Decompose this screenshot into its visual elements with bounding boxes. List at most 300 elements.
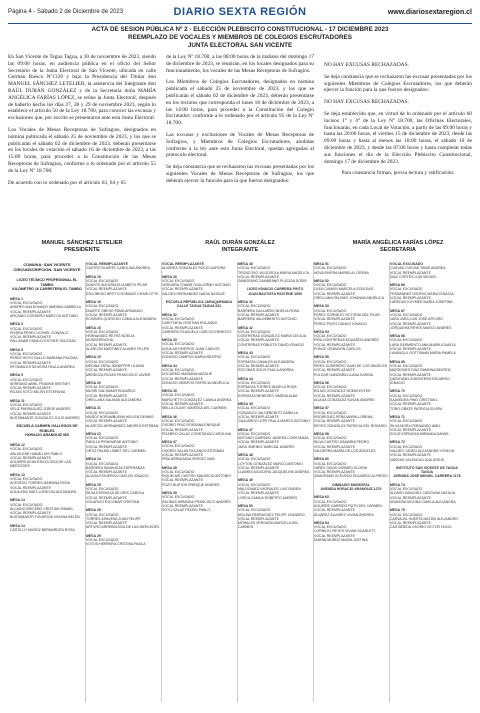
list-line: GUAJARDO LEPE PAULA MARCO ANTONIO	[238, 419, 311, 424]
list-line: VOCAL REEMPLAZANTE	[238, 389, 279, 394]
list-item	[390, 440, 464, 461]
list-line: AGUIRRE GARRIDO RUTH DEL CARMEN	[314, 503, 382, 508]
list-item	[86, 534, 160, 547]
list-line: GONZÁLEZ VALDEBENITO DANIELA	[238, 410, 298, 415]
list-line: SALINAS MIRANDA FRANCISCO ANDRÉS	[162, 499, 231, 504]
list-line: NOVA RIVERA MARIELA LORENA	[314, 270, 369, 275]
mesa-label: MESA 45	[238, 402, 253, 407]
list-line: FERNÁNDEZ OSORIO MARIA IGNACIA	[390, 291, 454, 296]
list-line: VOCAL EXCUSADO	[314, 359, 347, 364]
paragraph: Se deja establecido que, en virtud de lo ordenado por el artículo 60 incisos 1° y 4° de la Ley Nº 18.700, las Oficinas Electorales, funcionarán, en cada Local de Votación, a partir de las 09:00 horas y hasta las 20:00 horas, el viernes 15 de diciembre de 2023, desde las 09:00 horas y hasta al menos las 18:00 horas, el sábado 16 de diciembre de 2023, y desde las 07:00 horas y hasta completar todas sus funciones el día de la Elección Plebiscito Constitucional, domingo 17 de diciembre de 2023.	[324, 110, 472, 165]
mesa-label: MESA 54	[314, 329, 329, 334]
list-line: VOCAL EXCUSADO	[238, 380, 271, 385]
list-line: VOCAL EXCUSADO	[162, 278, 195, 283]
mesa-label: MESA 21	[86, 406, 101, 411]
list-line: VOCAL EXCUSADO	[314, 499, 347, 504]
list-line: VOCAL REEMPLAZANTE	[10, 455, 51, 460]
list-line: VOCAL EXCUSADO	[390, 393, 423, 398]
mesa-label: MESA 33	[162, 338, 177, 343]
paragraph: Los Miembros de Colegios Escrutadores, designados en nómina publicada el sábado 25 de noviembre de 2023, y los que se publicarán el sábado 02 de diciembre de 2023, deberán presentarse en los recintos que corresponda el lunes 18 de diciembre de 2023, a las 14:00 horas, para proceder a la Constitución del Colegio Escrutador; conforme a lo ordenado por el artículo 95 de la Ley Nº 18.700.	[166, 79, 314, 127]
list-line: VOCAL REEMPLAZANTE	[314, 533, 355, 538]
paragraph: Los Vocales de Mesas Receptoras de Sufragios, designados en nómina publicada el sábado 25 de noviembre de 2023, y los que se publicarán el sábado 02 de diciembre de 2023, deberán presentarse en los locales de votación el sábado 16 de diciembre de 2023, a las 15:00 horas, para proceder a la Constitución de las Mesas Receptoras de Sufragios, conforme a lo ordenado por el artículo 55 de la Ley Nº 18.700.	[8, 126, 156, 174]
list-line: VOCAL EXCUSADO	[10, 377, 43, 382]
list-line: CAROTAPIA CRISTIAN ROLANDO	[162, 321, 218, 326]
list-line: VOCAL REEMPLAZANTE	[314, 368, 355, 373]
mesa-label: MESA 16	[86, 300, 101, 305]
list-line: VOCAL EXCUSADO	[86, 538, 119, 543]
list-line: VOCAL REEMPLAZANTE	[162, 452, 203, 457]
list-item	[162, 415, 236, 436]
list-line: PADILLA PIRAHUENE ANTONIO	[86, 440, 138, 445]
list-item	[390, 508, 464, 529]
list-line: VOCAL EXCUSADO	[238, 304, 271, 309]
mesa-label: MESA 34	[162, 363, 177, 368]
list-line: VOCAL REEMPLAZANTE	[390, 270, 431, 275]
list-line: VOCAL EXCUSADO	[162, 418, 195, 423]
list-line: ALARCÓN MARTÍNEZ ALVARO FELIPE	[86, 347, 150, 352]
list-line: VOCAL EXCUSADO	[238, 508, 271, 513]
list-item	[314, 457, 388, 478]
list-line: VOCAL REEMPLAZANTE	[10, 386, 51, 391]
list-item	[238, 287, 312, 296]
list-line: VOCAL EXCUSADO	[162, 316, 195, 321]
list-line: VOCAL EXCUSADO	[390, 487, 423, 492]
list-item	[238, 262, 312, 283]
list-line: VOCAL REEMPLAZANTE	[238, 440, 279, 445]
list-line: ALIAGA GONZÁLEZ SUSAN ANDREE	[314, 398, 375, 403]
list-line: AVENIDA JOSÉ MIGUEL CARRERA 1176	[393, 474, 461, 479]
mesa-label: MESA 37	[162, 440, 177, 445]
list-line: ANDRÉS MALDONADO MARINA GABRIELA	[10, 305, 81, 310]
list-line: LLAIMES AGUILERA JACQUELINE ANDREA	[238, 470, 310, 475]
list-line: POZO BUSTOS ENRIQUE ANDRES	[162, 482, 220, 487]
list-line: CONTRERAS GONZÁLEZ MARIA CECILIA	[238, 334, 307, 339]
list-item	[86, 300, 160, 321]
list-line: AGUILERA SAEZ LOREYSA ALEJANDRA	[10, 489, 77, 494]
list-item	[390, 483, 464, 504]
mesa-label: MESA 44	[238, 376, 253, 381]
mesa-label: MESA 1	[10, 296, 23, 301]
mesa-label: MESA 63	[314, 495, 329, 500]
list-line: ALIAGA FIGUEROA CARLOS IGNACIO	[86, 474, 149, 479]
paragraph: NO HAY EXCUSAS RECHAZADAS.	[324, 62, 409, 68]
list-line: ÁLVAREZ ÁLVAREZ VIVIAN ANDREA	[314, 512, 374, 517]
list-item	[86, 326, 160, 352]
masthead: DIARIO SEXTA REGIÓN	[173, 6, 307, 18]
list-line: LARA SARMIENTO ANA MARIA IGNACIA	[390, 342, 456, 347]
list-item	[10, 297, 84, 318]
list-line: VOCAL REEMPLAZANTE	[314, 317, 355, 322]
list-line: VOCAL EXCUSADO	[86, 359, 119, 364]
list-item	[238, 453, 312, 474]
list-line: ROJAS GONZÁLEZ NOEMÍ ESTER	[314, 389, 371, 394]
list-line: ARTURO ARREBOLEDA DE LAS MERCEDES	[86, 525, 160, 530]
mesa-label: MESA 67	[390, 308, 405, 313]
list-line: VOCAL EXCUSADO	[10, 447, 43, 452]
list-line: VOCAL EXCUSADO	[86, 487, 119, 492]
list-item	[238, 402, 312, 423]
mesa-label: MESA 12	[10, 442, 25, 447]
mesa-label: MESA 3	[10, 322, 23, 327]
list-line: VOCAL REEMPLAZANTE	[86, 419, 127, 424]
mesa-label: MESA 13	[10, 472, 25, 477]
list-line: VOCAL EXCUSADO	[314, 385, 347, 390]
list-line: VOCAL EXCUSADO	[314, 410, 347, 415]
mesa-label: MESA 50	[238, 503, 253, 508]
list-line: SOLIS ESPINOZA MIRANDA DANIEL	[390, 432, 450, 437]
list-line: JUAN BAUTISTA PASTENE 1050	[248, 291, 302, 296]
list-line: OLEA CUMASI MARCELA SOLEDAD	[314, 287, 374, 292]
mesa-label: VOCAL REEMPLAZANTE	[86, 262, 128, 266]
list-line: VALDÉS CANDO ALEJANDRA YOSELIN	[390, 448, 455, 453]
list-line: ALCAINO BRICEÑO CRISTIAN ISMAEL	[10, 506, 74, 511]
list-line: CUEVAS CUEVAS TANIS ANDREA	[390, 266, 446, 271]
list-line: DONOSO CAMPOS MARIA BEATRIZ	[162, 355, 222, 360]
list-line: MORALES VERGARA MARCELA DEL CARMEN	[238, 521, 299, 530]
list-item	[390, 466, 464, 479]
signature-role: SECRETARIA	[380, 247, 416, 253]
list-line: VOLARICH ESCOBAR CRISTIAN	[86, 499, 140, 504]
list-line: VOCAL REEMPLAZANTE	[314, 508, 355, 513]
list-line: VOCAL EXCUSADO	[238, 431, 271, 436]
list-line: VOCAL EXCUSADO	[10, 326, 43, 331]
list-line: VOCAL EXCUSADO	[314, 283, 347, 288]
list-line: MEDINA TAPIA JENNIFFER LILIANA	[86, 363, 145, 368]
paragraph: En San Vicente de Tagua Tagua, a 30 de noviembre de 2023, siendo las 09:00 horas, en audiencia pública en el oficio del Señor Secretario de la Junta Electoral de San Vicente, ubicada en calle Germán Riesco Nº1320 y bajo la Presidencia del Titular don MANUEL SÁNCHEZ LETELIER, la asistencia del Integrante don RAÚL DURÁN GONZÁLEZ y de la Secretaria doña MARÍA ANGÉLICA FARÍAS LÓPEZ, se reúne la Junta Electoral, después de haberlo hecho los días 27, 28 y 29 de noviembre 2023, según lo establece el artículo 50 de la Ley 18.700, para conocer las excusas y exclusiones que, por escrito se presentaron ante esta Junta Electoral.	[8, 54, 156, 122]
list-item	[238, 377, 312, 398]
list-column	[238, 262, 312, 534]
list-item	[314, 262, 388, 275]
list-line: VOCAL REEMPLAZANTE	[86, 312, 127, 317]
list-line: VOCAL REEMPLAZANTE	[390, 347, 431, 352]
paragraph: Las excusas y exclusiones de Vocales de Mesas Receptoras de Sufragios, y Miembros de Colegios Escrutadores, aludidas conforme a la ley ante esta Junta Electoral, quedan agregadas al protocolo electoral.	[166, 131, 314, 159]
list-line: PIÑA ARRIAGADA SERGIO IVAN	[162, 457, 215, 462]
list-line: TRONCOSO VILDOSOLA MARIA ANGÉLICA	[238, 270, 310, 275]
list-item	[314, 495, 388, 516]
list-item	[314, 355, 388, 376]
list-line: VOCAL REEMPLAZANTE	[238, 465, 279, 470]
list-column	[10, 262, 84, 536]
list-line: LORCA CAMILA ROBERTO ANDRÉS	[238, 495, 298, 500]
list-item	[10, 524, 84, 533]
newspaper-header	[8, 6, 472, 22]
list-line: VOCAL EXCUSADO	[86, 329, 119, 334]
intro-column-2	[166, 54, 314, 224]
list-line: VOCAL REEMPLAZANTE	[314, 444, 355, 449]
mesa-label: MESA 14	[10, 523, 25, 528]
list-line: SAAVEDRA PINO CRISTIAN L	[390, 398, 439, 403]
mesa-label: MESA 36	[162, 414, 177, 419]
list-line: VOCAL REEMPLAZANTE	[162, 427, 203, 432]
list-line: ZAMORANO ACEVEDO EDUARDO ALFREDO	[314, 474, 388, 479]
list-item	[314, 406, 388, 427]
list-item	[86, 406, 160, 427]
list-line: CASTRO DUARTE CAROLINA ANDREA	[86, 266, 150, 271]
list-line: VOCAL REEMPLAZANTE	[314, 291, 355, 296]
list-line: VOCAL EXCUSADO	[238, 266, 271, 271]
list-item	[10, 473, 84, 494]
list-line: VOCAL REEMPLAZANTE	[86, 368, 127, 373]
mesa-label: MESA 32	[162, 312, 177, 317]
list-item	[390, 415, 464, 436]
list-line: VOCAL EXCUSADO	[162, 469, 195, 474]
list-column	[162, 262, 236, 517]
mesa-label: MESA 15	[86, 274, 101, 279]
list-line: ORTIZ PALMA LISBET DEL CARMEN	[86, 448, 146, 453]
column-divider	[389, 262, 390, 702]
signature-name: RAÚL DURÁN GONZÁLEZ	[205, 240, 275, 246]
paragraph: Se deja constancia que se rechazaron las excusas presentadas por los siguientes Vocales de Mesas Receptoras de Sufragios, los que deberán ejercer la función para la que fueron designados:	[166, 164, 314, 184]
list-line: VOCAL REEMPLAZANTE	[86, 342, 127, 347]
list-item	[238, 326, 312, 347]
list-line: CASTILLO MUÑOZ BERNARDITA ROSA	[10, 528, 75, 533]
mesa-label: MESA 69	[390, 359, 405, 364]
list-line: LOYTON GONZÁLEZ MARCO ANTONIO	[238, 461, 303, 466]
list-line: VOCAL EXCUSADO	[162, 444, 195, 449]
list-line: ARAVENA MOLINA CAMILA ALEJANDRA	[390, 499, 456, 504]
paragraph: De acuerdo con lo ordenado por el artículo 63, 64 y 65	[8, 179, 126, 186]
list-line: VOCAL EXCUSADO	[390, 512, 423, 517]
list-line: PULGAR GANDARILLA ANA KARINA	[314, 372, 374, 377]
paragraph: Se deja constancia que se rechazaron las excusas presentadas por los siguientes Miembros de Colegios Escrutadores, los que deberán ejercer la función para la que fueron designados:	[324, 73, 472, 94]
list-line: VOCAL EXCUSADO	[314, 266, 347, 271]
title-line: ACTA DE SESION PÚBLICA Nº 2 - ELECCIÓN PLEBISCITO CONSTITUCIONAL - 17 DICIEMBRE 2023	[91, 26, 389, 33]
mesa-label: MESA 57	[314, 406, 329, 411]
list-line: VOCAL EXCUSADO	[86, 512, 119, 517]
column-divider	[313, 262, 314, 702]
list-line: VOCAL EXCUSADO	[10, 403, 43, 408]
list-item	[162, 262, 236, 271]
list-line: AGUIRRE AGUILERA ELOÍSA DE LAS MERCEDES	[10, 460, 72, 469]
list-item	[238, 428, 312, 449]
list-line: PIÑA CONTRERAS EDUARDO ANDRÉS	[314, 338, 379, 343]
list-line: ARCADIO CORDERO MARCOS ANTONIO	[10, 313, 78, 318]
header-rule	[8, 23, 472, 24]
list-line: LAVANGLU GOTTSMAN MARIA PAMELA	[390, 351, 456, 356]
mesa-label: MESA 58	[314, 431, 329, 436]
list-line: ESCOBEDO BRITTO ROMANO CHARLOTTE	[86, 291, 159, 296]
list-line: VOCAL REEMPLAZANTE	[10, 511, 51, 516]
mesa-label: MESA 53	[314, 304, 329, 309]
list-item	[390, 309, 464, 330]
list-line: SOTO GALAZ PEDRO PABLO	[162, 508, 211, 513]
mesa-label: MESA 51	[314, 262, 329, 266]
list-line: VOCAL REEMPLAZANTE	[162, 503, 203, 508]
signature-president	[8, 240, 156, 254]
list-line: VOCAL EXCUSADO	[162, 393, 195, 398]
list-line: YAÑEZ GAVIA CARMEN GLORIA	[314, 465, 367, 470]
mesa-label: MESA 39	[162, 491, 177, 496]
list-line: MOLINA PARRAGUEZ FELIPE LEANDRO	[238, 512, 305, 517]
list-line: DÍAZ CORTES LUIS MIGUEL	[390, 274, 437, 279]
list-line: VOCAL REEMPLAZANTE	[162, 402, 203, 407]
list-heading: COMUNA: SAN VICENTE CIRCUNSCRIPCIÓN: SAN VICENTE	[13, 262, 81, 272]
website-link[interactable]: www.diariosextaregion.cl	[387, 9, 472, 16]
list-line: VOCAL REEMPLAZANTE	[314, 342, 355, 347]
list-line: VOCAL REEMPLAZANTE	[86, 287, 127, 292]
list-item	[86, 457, 160, 478]
list-line: VOCAL EXCUSADO	[314, 436, 347, 441]
mesa-label: MESA 29	[86, 533, 101, 538]
list-line: SERRANO ABRIL FRANKIE BRITNEY	[10, 381, 71, 386]
list-line: VOCAL REEMPLAZANTE	[238, 363, 279, 368]
list-line: CONTRERAS POBLETE DAVID IGNACIO	[238, 342, 305, 347]
list-line: VOCAL REEMPLAZANTE	[390, 427, 431, 432]
list-line: TORRES ARAVENA JUAN FELIPE	[86, 516, 141, 521]
list-line: VOCAL EXCUSADO	[86, 278, 119, 283]
list-line: CARVAJAL HUERTA MATÍAS ALEJANDRO	[390, 516, 459, 521]
list-line: VOCAL EXCUSADO	[162, 342, 195, 347]
column-divider	[85, 262, 86, 702]
document-title	[8, 26, 472, 50]
list-line: VALDERRA MARÍA DE LOS ÁNGELES	[314, 448, 376, 453]
list-line: VOCAL REEMPLAZANTE	[390, 321, 431, 326]
list-item	[314, 483, 388, 492]
list-line: ACEVEDO TORRES MARIANA ROSA	[10, 481, 71, 486]
list-item	[10, 373, 84, 394]
list-line: ROJAS SOTO BELÉN ESTEFANIA	[10, 390, 66, 395]
list-line: PALLAMAR FAMILIO ESTHER SOLEDAD	[10, 339, 77, 344]
list-line: VOCAL EXCUSADO	[238, 355, 271, 360]
list-line: ESPINOZA MENESES XIMENA ALBA	[238, 393, 298, 398]
list-line: PEREZ PINTO DANILO IGNACIO	[314, 321, 368, 326]
list-line: BARRERA GALLARDO NOELIA ROSA	[238, 308, 300, 313]
column-divider	[161, 262, 162, 702]
list-line: ZAMORANO ZAMBRANO PLÁCIDA DORIS	[238, 279, 307, 284]
list-line: VOCAL EXCUSADO	[314, 308, 347, 313]
list-line: VOCAL REEMPLAZANTE	[162, 287, 203, 292]
mesa-label: MESA 66	[390, 283, 405, 288]
list-line: ESCUELA REPÚBLICA JARAQUEMADA	[165, 300, 233, 305]
list-item	[86, 381, 160, 402]
list-line: INSTITUTO SAN VICENTE DE TAGUA TAGUA	[396, 465, 458, 475]
list-line: TORO OÑATE PATRICIA ELVIRA	[390, 406, 443, 411]
mesa-label: MESA 55	[314, 355, 329, 360]
list-line: VOCAL REEMPLAZANTE	[86, 444, 127, 449]
list-line: AGUILAR RIVEROS JUAN CARLOS	[162, 346, 220, 351]
list-line: GIMNASIO MUNICIPAL	[332, 482, 370, 487]
list-line: MARDONES DÍAZ RAMONA BEATRIZ	[390, 368, 451, 373]
list-line: VOCAL REEMPLAZANTE	[86, 393, 127, 398]
list-line: VOCAL EXCUSADO	[86, 410, 119, 415]
list-line: JORQUERA REYES MARCO ANDRÉS	[390, 325, 452, 330]
list-line: RODRÍGUEZ PEÑA MARIA LORENA	[314, 414, 373, 419]
list-item	[162, 313, 236, 334]
list-item	[162, 364, 236, 385]
signature-member	[166, 240, 314, 254]
list-line: VOTOS HERRERA CRISTINA PAOLA	[86, 542, 146, 547]
mesa-label: MESA 20	[86, 380, 101, 385]
list-line: VOCAL REEMPLAZANTE	[238, 338, 279, 343]
list-line: VOCAL REEMPLAZANTE	[86, 521, 127, 526]
list-line: ALARCÓN HERNÁNDEZ ANDRES ESTEBAN	[86, 423, 159, 428]
list-line: VOCAL REEMPLAZANTE	[390, 372, 431, 377]
list-line: VOCAL REEMPLAZANTE	[162, 351, 203, 356]
list-item	[162, 440, 236, 461]
list-item	[390, 334, 464, 355]
list-line: VOCAL REEMPLAZANTE	[10, 335, 51, 340]
list-line: VOCAL REEMPLAZANTE	[10, 411, 51, 416]
list-line: VOCAL REEMPLAZANTE	[238, 274, 279, 279]
mesa-label: VOCAL EXCUSADO	[390, 262, 423, 266]
list-line: VOCAL REEMPLAZANTE	[390, 495, 431, 500]
mesa-label: MESA 14	[10, 498, 25, 503]
venue-heading: ESCUELA CARMEN GALLEGOS DE ROBLES HORACIO ARANGUIZ 965	[16, 424, 78, 438]
list-line: VOCAL EXCUSADO	[162, 495, 195, 500]
list-item	[162, 389, 236, 410]
mesa-label: MESA 18	[86, 325, 101, 330]
list-item	[10, 498, 84, 519]
list-line: ESPINOZA TORRES ANGELA ROSA	[238, 385, 297, 390]
list-line: ORELLANA PALOMO JOHANNA ANGÉLICA	[314, 296, 385, 301]
list-item	[86, 355, 160, 376]
list-line: ALVAREZ GONZÁLEZ ROCÍO AURORA	[162, 266, 226, 271]
mesa-label: MESA 9	[10, 373, 23, 378]
list-line: VOCAL EXCUSADO	[238, 457, 271, 462]
list-line: VOCAL EXCUSADO	[86, 436, 119, 441]
list-line: JARA JIMÉNEZ MARCIAL ANDRÉS	[238, 444, 295, 449]
venue-heading: LICEO TÉCNICO PROFESIONAL EL TAMBO KILÓMETRO 16 CARRETERA EL TAMBO	[12, 278, 82, 292]
list-line: MELLA OLAVE VANESSA DEL CARMEN	[162, 406, 227, 411]
list-line: VOCAL REEMPLAZANTE	[238, 312, 279, 317]
title-line: JUNTA ELECTORAL SAN VICENTE	[187, 42, 293, 49]
list-item	[238, 300, 312, 321]
list-line: MARCHETTI GONZÁLEZ CAMILA ANDREA	[162, 397, 232, 402]
signature-role: PRESIDENTE	[64, 247, 100, 253]
list-item	[238, 351, 312, 372]
list-line: VOCAL EXCUSADO	[390, 363, 423, 368]
list-line: VOCAL EXCUSADO	[390, 419, 423, 424]
list-item	[162, 466, 236, 487]
mesa-label: MESA 60	[314, 457, 329, 462]
mesa-label: MESA 49	[238, 478, 253, 483]
list-column	[390, 262, 464, 534]
list-line: CORNEJO REYES VIVIAN SCARLETT	[314, 529, 376, 534]
list-line: OSORIO PINO ROSSANA ENRIQUE	[162, 423, 221, 428]
list-line: VOCAL EXCUSADO	[390, 338, 423, 343]
mesa-label: MESA 71	[390, 414, 405, 419]
list-line: VOCAL EXCUSADO	[86, 385, 119, 390]
mesa-label: MESA 48	[238, 452, 253, 457]
list-item	[162, 338, 236, 359]
list-item	[314, 304, 388, 325]
mesa-label: MESA 56	[314, 380, 329, 385]
list-item	[162, 491, 236, 512]
list-line: VOCAL EXCUSADO	[314, 334, 347, 339]
list-line: PIZARRO GALAZ CONSTANZA CAROLINA	[162, 431, 231, 436]
list-line: VOCAL EXCUSADO	[238, 406, 271, 411]
list-item	[10, 348, 84, 369]
mesa-label: MESA 24	[86, 457, 101, 462]
list-line: DUARTE ALEGRÍA ELIZABETH PILAR	[86, 283, 148, 288]
list-line: REYES GONZÁLEZ PATRICIA DEL ROSARIO	[314, 423, 387, 428]
list-line: VOCAL EXCUSADO	[10, 352, 43, 357]
list-item	[86, 275, 160, 296]
list-item	[390, 360, 464, 386]
list-line: RETAMALES SILVERIA PAULA ANDREA	[10, 364, 75, 369]
paragraph: NO HAY EXCUSAS RECHAZADAS.	[324, 99, 409, 106]
mesa-label: MESA 52	[314, 278, 329, 283]
list-line: HERNANDEZ REYES NOELIA MONSERRATHA	[86, 334, 135, 343]
mesa-label: MESA 28	[86, 508, 101, 513]
list-line: VELIZ PARRAGUEZ JORGE ANDRÉS	[10, 407, 71, 412]
list-line: VOCAL EXCUSADO	[390, 312, 423, 317]
mesa-label: MESA 5	[10, 347, 23, 352]
list-line: VOCAL EXCUSADO	[238, 329, 271, 334]
mesa-label: MESA 75	[390, 508, 405, 513]
list-line: VARGAS VALENCIA LIDIA JESUS	[390, 457, 444, 462]
mesa-label: MESA 47	[238, 427, 253, 432]
